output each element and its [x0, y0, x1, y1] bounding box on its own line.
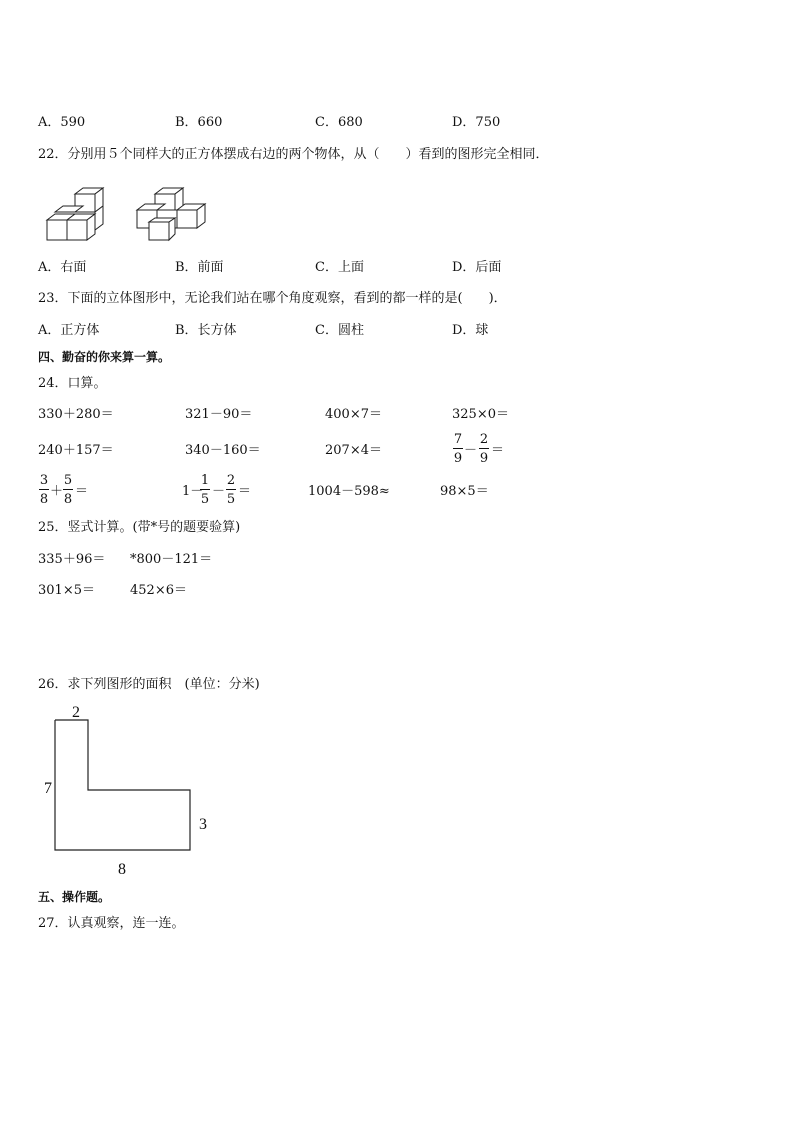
fraction	[62, 474, 74, 506]
q24-item: 330＋280＝	[38, 407, 114, 422]
denominator: 9	[479, 451, 489, 466]
operator: ＝	[75, 484, 89, 499]
q24-item: 207×4＝	[325, 443, 382, 458]
q25-item: 301×5＝	[38, 583, 95, 598]
denominator: 8	[39, 492, 49, 507]
fraction	[38, 474, 50, 506]
q22-option-d: D．后面	[452, 260, 502, 275]
q24-item: 400×7＝	[325, 407, 382, 422]
denominator: 5	[226, 492, 236, 507]
q23-option-a: A．正方体	[38, 323, 100, 338]
q21-option-a: A．590	[38, 115, 86, 130]
q24-item: 98×5＝	[440, 484, 489, 499]
operator: －	[212, 484, 226, 499]
denominator: 5	[200, 492, 210, 507]
q21-option-d: D．750	[452, 115, 501, 130]
fraction	[452, 433, 464, 465]
fraction	[199, 474, 211, 506]
q22-option-a: A．右面	[38, 260, 87, 275]
q25-item: *800－121＝	[130, 552, 213, 567]
operator: ＋	[50, 484, 64, 499]
fraction	[478, 433, 490, 465]
numerator: 5	[63, 473, 73, 488]
l-shape-label-right: 3	[199, 816, 207, 833]
q24-item: 240＋157＝	[38, 443, 114, 458]
numerator: 3	[39, 473, 49, 488]
q23-option-b: B．长方体	[175, 323, 237, 338]
q27-title: 27．认真观察，连一连。	[38, 916, 185, 931]
denominator: 8	[63, 492, 73, 507]
cube-figure-left	[45, 186, 115, 246]
q24-item: 1004－598≈	[308, 484, 390, 499]
operator: ＝	[491, 443, 505, 458]
l-shape-label-left: 7	[44, 780, 52, 797]
q21-option-b: B．660	[175, 115, 223, 130]
q25-item: 335＋96＝	[38, 552, 106, 567]
operator: ＝	[238, 484, 252, 499]
q22-option-c: C．上面	[315, 260, 364, 275]
q25-title: 25．竖式计算。(带*号的题要验算)	[38, 520, 241, 535]
cube-figure-right	[135, 186, 207, 246]
numerator: 7	[453, 432, 463, 447]
operator: 1－	[182, 484, 204, 499]
fraction	[225, 474, 237, 506]
operator: －	[464, 443, 478, 458]
q25-item: 452×6＝	[130, 583, 187, 598]
q24-item: 321－90＝	[185, 407, 253, 422]
q22-text: 22．分别用５个同样大的正方体摆成右边的两个物体，从（ ）看到的图形完全相同．	[38, 147, 549, 162]
numerator: 2	[226, 473, 236, 488]
q24-item: 340－160＝	[185, 443, 261, 458]
numerator: 1	[200, 473, 210, 488]
denominator: 9	[453, 451, 463, 466]
section-4-title: 四、勤奋的你来算一算。	[38, 350, 171, 364]
q21-option-c: C．680	[315, 115, 363, 130]
q24-item: 325×0＝	[452, 407, 509, 422]
l-shape-label-top: 2	[72, 704, 80, 721]
q23-text: 23．下面的立体图形中，无论我们站在哪个角度观察，看到的都一样的是( )．	[38, 291, 507, 306]
l-shape-figure	[40, 700, 200, 860]
numerator: 2	[479, 432, 489, 447]
l-shape-label-bottom: 8	[118, 861, 126, 878]
q23-option-c: C．圆柱	[315, 323, 364, 338]
q26-title: 26．求下列图形的面积 (单位：分米)	[38, 677, 260, 692]
q23-option-d: D．球	[452, 323, 489, 338]
q22-option-b: B．前面	[175, 260, 224, 275]
q24-title: 24．口算。	[38, 376, 107, 391]
section-5-title: 五、操作题。	[38, 890, 111, 904]
